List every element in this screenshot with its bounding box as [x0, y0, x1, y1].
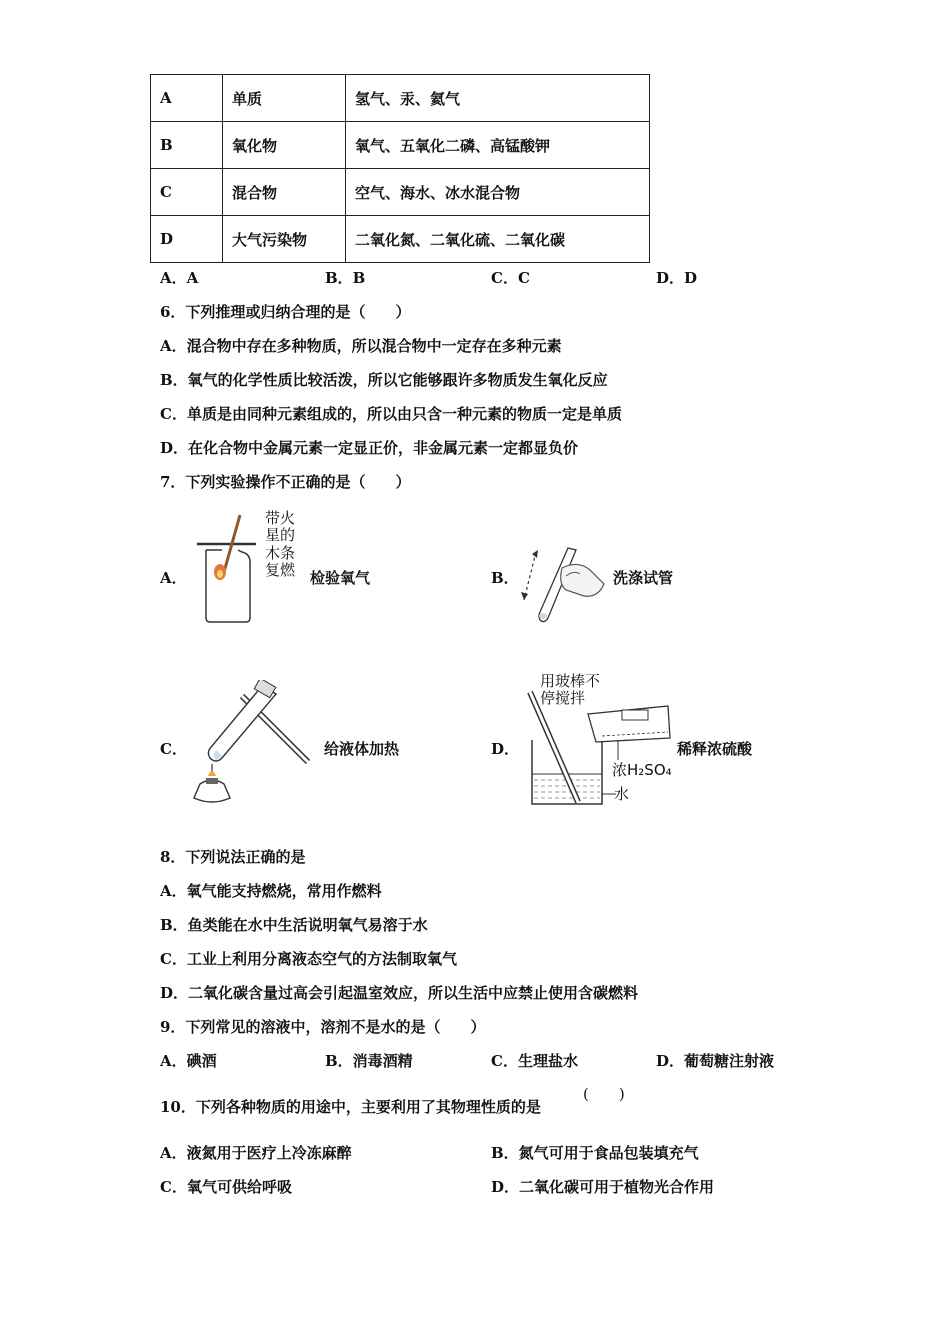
- q8-option-d[interactable]: D．二氧化碳含量过高会引起温室效应，所以生活中应禁止使用含碳燃料: [160, 984, 639, 1002]
- q6-option-d[interactable]: D．在化合物中金属元素一定显正价，非金属元素一定都显负价: [160, 439, 579, 457]
- q10-option-b[interactable]: B．氮气可用于食品包装填充气: [491, 1144, 699, 1162]
- row-letter: A: [151, 75, 223, 122]
- q7-option-d-letter[interactable]: D．: [491, 740, 520, 758]
- water-label: 水: [614, 785, 630, 803]
- q5-option-a[interactable]: A．A: [160, 269, 199, 287]
- row-category: 大气污染物: [223, 216, 346, 263]
- row-items: 氢气、汞、氦气: [346, 75, 650, 122]
- q6-stem: 6．下列推理或归纳合理的是（ ）: [160, 303, 411, 321]
- q8-option-a[interactable]: A．氧气能支持燃烧，常用作燃料: [160, 882, 382, 900]
- q10-answer-paren: ( ): [583, 1085, 625, 1103]
- row-items: 氧气、五氧化二磷、高锰酸钾: [346, 122, 650, 169]
- q7-option-b-letter[interactable]: B．: [491, 569, 519, 587]
- q10-option-a[interactable]: A．液氮用于医疗上冷冻麻醉: [160, 1144, 352, 1162]
- q5-option-c[interactable]: C．C: [491, 269, 530, 287]
- q9-option-b[interactable]: B．消毒酒精: [325, 1052, 413, 1070]
- q6-option-a[interactable]: A．混合物中存在多种物质，所以混合物中一定存在多种元素: [160, 337, 562, 355]
- table-row: [151, 122, 650, 169]
- row-category: 氧化物: [223, 122, 346, 169]
- q5-option-d[interactable]: D．D: [656, 269, 698, 287]
- q7-option-c-caption: 给液体加热: [324, 740, 400, 758]
- stir-rod-label: 用玻棒不 停搅拌: [540, 672, 601, 708]
- q7-stem: 7．下列实验操作不正确的是（ ）: [160, 473, 411, 491]
- q9-stem: 9．下列常见的溶液中，溶剂不是水的是（ ）: [160, 1018, 486, 1036]
- q7-option-b-caption: 洗涤试管: [613, 569, 674, 587]
- q7-option-d-caption: 稀释浓硫酸: [677, 740, 753, 758]
- conc-acid-label: 浓H₂SO₄: [612, 761, 672, 779]
- row-letter: D: [151, 216, 223, 263]
- table-row: [151, 169, 650, 216]
- row-letter: B: [151, 122, 223, 169]
- row-items: 二氧化氮、二氧化硫、二氧化碳: [346, 216, 650, 263]
- q6-option-b[interactable]: B．氧气的化学性质比较活泼，所以它能够跟许多物质发生氧化反应: [160, 371, 608, 389]
- q10-option-c[interactable]: C．氧气可供给呼吸: [160, 1178, 292, 1196]
- q8-stem: 8．下列说法正确的是: [160, 848, 306, 866]
- q9-option-a[interactable]: A．碘酒: [160, 1052, 217, 1070]
- oxygen-test-figure: [192, 510, 262, 625]
- row-category: 混合物: [223, 169, 346, 216]
- table-row: [151, 75, 650, 122]
- row-letter: C: [151, 169, 223, 216]
- q8-option-b[interactable]: B．鱼类能在水中生活说明氧气易溶于水: [160, 916, 428, 934]
- q9-option-d[interactable]: D．葡萄糖注射液: [656, 1052, 775, 1070]
- table-row: [151, 216, 650, 263]
- q6-option-c[interactable]: C．单质是由同种元素组成的，所以由只含一种元素的物质一定是单质: [160, 405, 622, 423]
- row-items: 空气、海水、冰水混合物: [346, 169, 650, 216]
- q10-stem: 10．下列各种物质的用途中，主要利用了其物理性质的是: [160, 1098, 541, 1116]
- q7-option-a-caption: 检验氧气: [310, 569, 371, 587]
- glowing-splint-label: 带火 星的 木条 复燃: [265, 509, 296, 579]
- row-category: 单质: [223, 75, 346, 122]
- tube-washing-figure: [518, 540, 608, 630]
- classification-table: [150, 74, 650, 263]
- q5-option-b[interactable]: B．B: [325, 269, 366, 287]
- liquid-heating-figure: [190, 680, 320, 810]
- q7-option-a-letter[interactable]: A．: [160, 569, 187, 587]
- q8-option-c[interactable]: C．工业上利用分离液态空气的方法制取氧气: [160, 950, 457, 968]
- q7-option-c-letter[interactable]: C．: [160, 740, 187, 758]
- q10-option-d[interactable]: D．二氧化碳可用于植物光合作用: [491, 1178, 715, 1196]
- q9-option-c[interactable]: C．生理盐水: [491, 1052, 578, 1070]
